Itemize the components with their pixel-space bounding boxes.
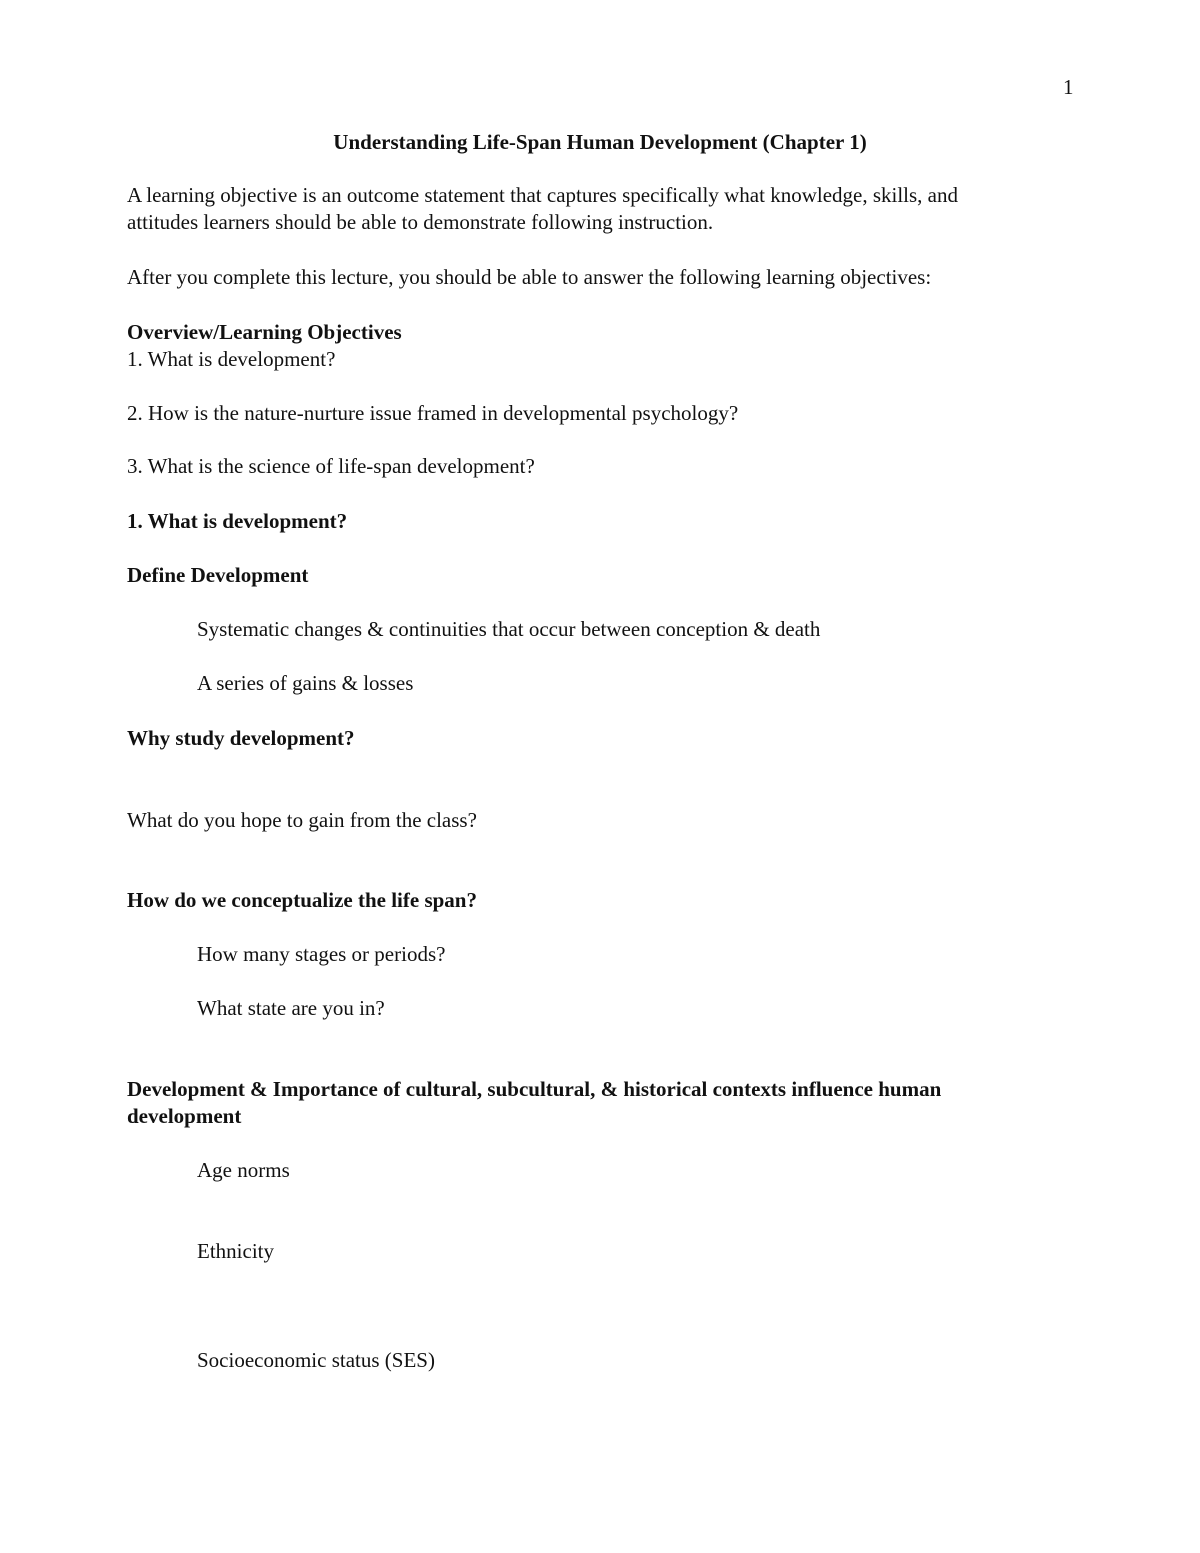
objective-item: 2. How is the nature-nurture issue framed in developmental psychology? — [127, 401, 739, 425]
lifespan-point: What state are you in? — [197, 996, 385, 1020]
page-number: 1 — [1063, 75, 1074, 99]
subsection-heading-lifespan: How do we conceptualize the life span? — [127, 888, 477, 912]
reflection-question: What do you hope to gain from the class? — [127, 808, 477, 832]
objective-item: 3. What is the science of life-span development? — [127, 454, 535, 478]
section-heading: 1. What is development? — [127, 509, 348, 533]
document-title: Understanding Life-Span Human Development (Chapter 1) — [333, 130, 867, 154]
intro-paragraph-line-2: attitudes learners should be able to demonstrate following instruction. — [127, 210, 714, 234]
context-point: Age norms — [197, 1158, 290, 1182]
subsection-heading-define: Define Development — [127, 563, 309, 587]
objective-item: 1. What is development? — [127, 347, 336, 371]
definition-point: A series of gains & losses — [197, 671, 414, 695]
objectives-lead-in: After you complete this lecture, you should be able to answer the following learning objectives: — [127, 265, 932, 289]
subsection-heading-contexts-line-1: Development & Importance of cultural, subcultural, & historical contexts influence human — [127, 1077, 942, 1101]
overview-heading: Overview/Learning Objectives — [127, 320, 402, 344]
context-point: Socioeconomic status (SES) — [197, 1348, 435, 1372]
context-point: Ethnicity — [197, 1239, 274, 1263]
intro-paragraph-line-1: A learning objective is an outcome statement that captures specifically what knowledge, skills, and — [127, 183, 959, 207]
subsection-heading-contexts-line-2: development — [127, 1104, 242, 1128]
subsection-heading-why: Why study development? — [127, 726, 355, 750]
lifespan-point: How many stages or periods? — [197, 942, 446, 966]
definition-point: Systematic changes & continuities that occur between conception & death — [197, 617, 821, 641]
